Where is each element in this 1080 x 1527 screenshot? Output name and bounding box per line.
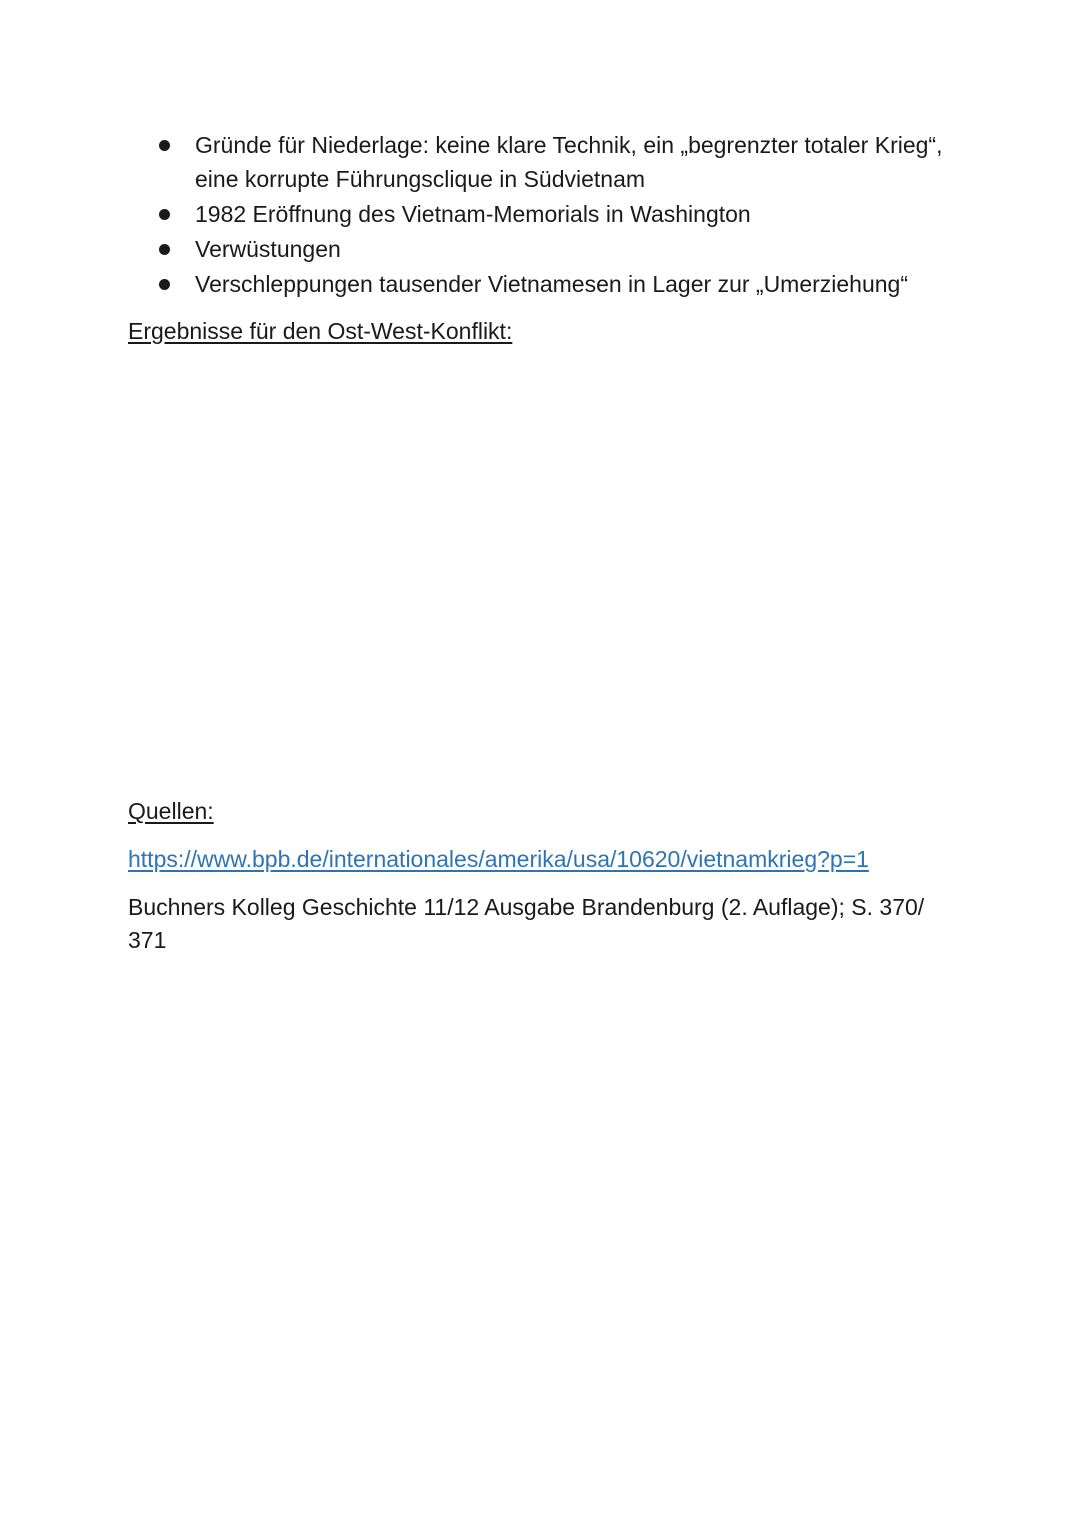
list-item (152, 128, 952, 196)
source-link[interactable]: https://www.bpb.de/internationales/amerika/usa/10620/vietnamkrieg?p=1 (128, 846, 869, 872)
bullet-text: Gründe für Niederlage: keine klare Technik, ein „begrenzter totaler Krieg“, eine korrupte Führungsclique in Südvietnam (195, 132, 943, 192)
list-item (152, 232, 952, 266)
bullet-icon (159, 244, 170, 255)
source-citation: Buchners Kolleg Geschichte 11/12 Ausgabe Brandenburg (2. Auflage); S. 370/ 371 (128, 894, 925, 953)
bullet-text: Verwüstungen (195, 236, 341, 262)
sources-heading: Quellen: (128, 798, 214, 824)
bullet-text: 1982 Eröffnung des Vietnam-Memorials in Washington (195, 201, 751, 227)
list-item (152, 197, 952, 231)
bullet-list (152, 128, 952, 302)
bullet-icon (159, 279, 170, 290)
results-heading: Ergebnisse für den Ost-West-Konflikt: (128, 318, 513, 344)
bullet-icon (159, 209, 170, 220)
list-item (152, 267, 952, 301)
bullet-text: Verschleppungen tausender Vietnamesen in Lager zur „Umerziehung“ (195, 271, 909, 297)
bullet-icon (159, 140, 170, 151)
